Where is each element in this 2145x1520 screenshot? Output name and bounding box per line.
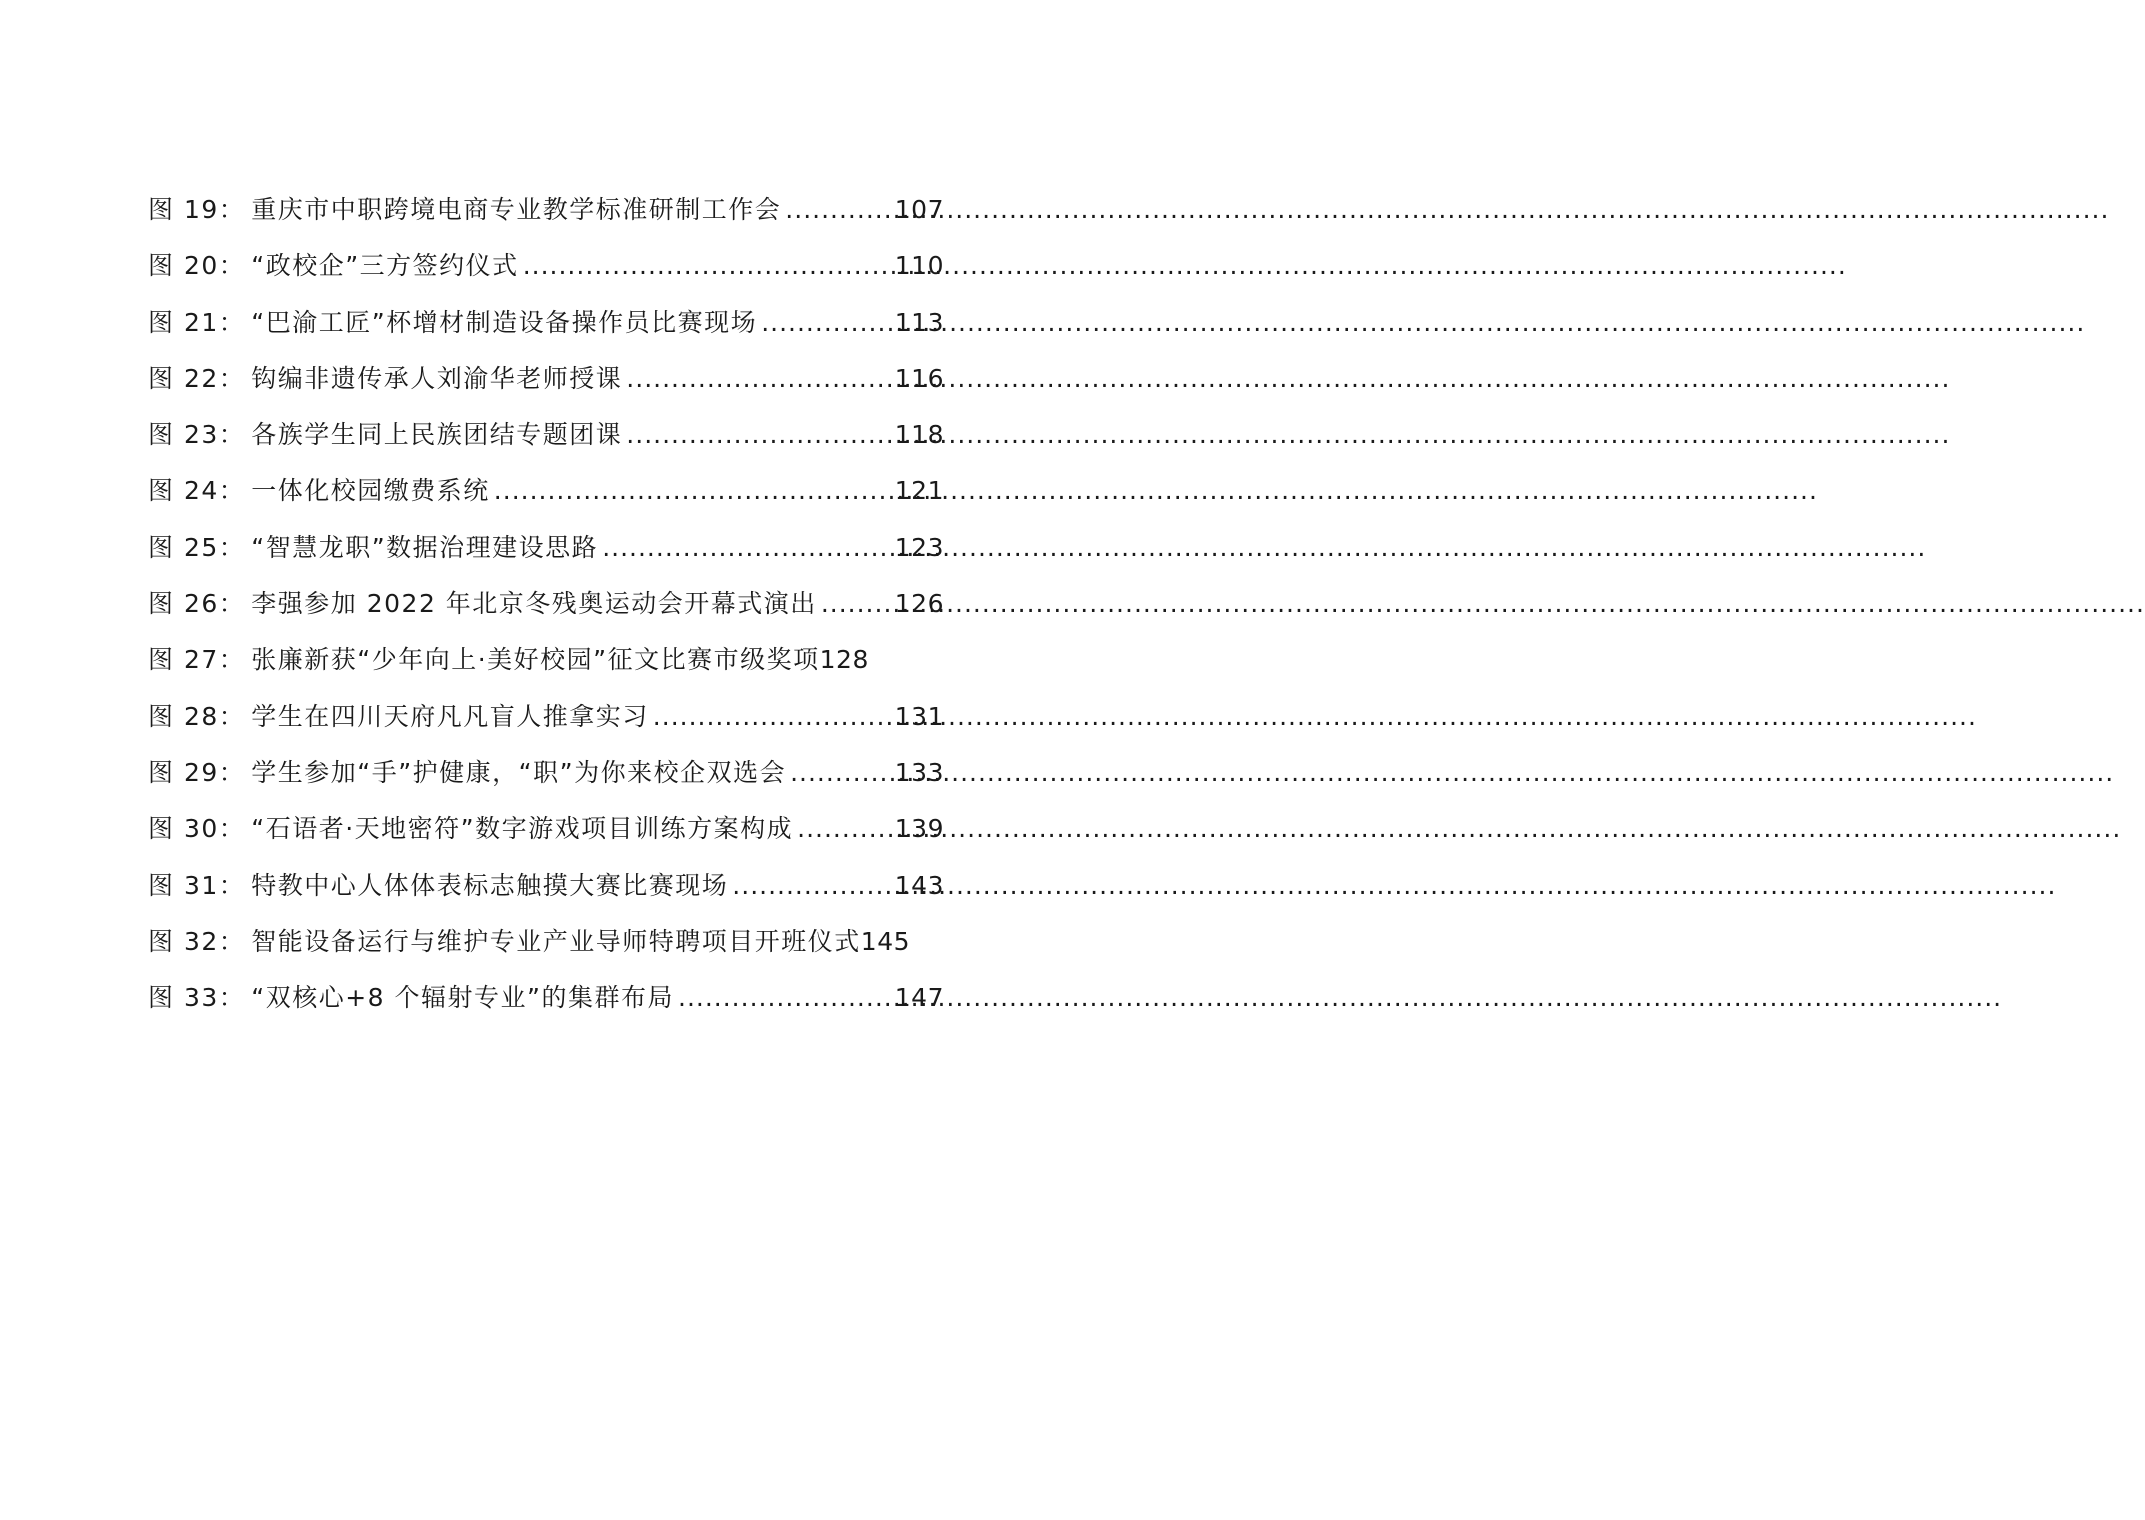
page-number: 145 xyxy=(860,926,911,956)
figure-caption: “政校企”三方签约仪式 xyxy=(251,251,519,281)
figure-caption: “巴渝工匠”杯增材制造设备操作员比赛现场 xyxy=(251,307,758,337)
page-number: 107 xyxy=(894,195,944,224)
colon: ： xyxy=(218,532,246,562)
page-number: 147 xyxy=(894,983,944,1013)
toc-entry[interactable] xyxy=(148,190,944,246)
figure-caption: 各族学生同上民族团结专题团课 xyxy=(251,420,623,450)
page-number: 131 xyxy=(894,701,944,731)
figure-caption: 特教中心人体体表标志触摸大赛比赛现场 xyxy=(251,870,729,900)
figure-label: 图 32 xyxy=(148,926,219,956)
toc-entry[interactable] xyxy=(148,584,944,640)
toc-entry[interactable] xyxy=(148,471,944,527)
toc-entry[interactable] xyxy=(148,978,944,1034)
toc-entry[interactable] xyxy=(148,753,944,809)
figure-caption: 学生在四川天府凡凡盲人推拿实习 xyxy=(251,701,649,731)
page-number: 143 xyxy=(894,870,944,900)
figure-caption: 智能设备运行与维护专业产业导师特聘项目开班仪式 xyxy=(251,926,861,956)
toc-entry[interactable] xyxy=(148,697,944,753)
figure-caption: “双核心+8 个辐射专业”的集群布局 xyxy=(251,983,674,1013)
colon: ： xyxy=(218,195,246,224)
figure-label: 图 26 xyxy=(148,589,219,619)
colon: ： xyxy=(218,363,246,393)
toc-entry[interactable] xyxy=(148,246,944,302)
colon: ： xyxy=(218,757,246,787)
toc-entry[interactable] xyxy=(148,415,944,471)
figure-label: 图 29 xyxy=(148,757,219,787)
dot-leader xyxy=(732,871,890,900)
figure-label: 图 28 xyxy=(148,701,219,731)
page-number: 110 xyxy=(894,251,944,281)
toc-entry[interactable] xyxy=(148,528,944,584)
colon: ： xyxy=(218,251,246,281)
colon: ： xyxy=(218,983,246,1013)
figure-caption: “智慧龙职”数据治理建设思路 xyxy=(251,532,599,562)
dot-leader xyxy=(790,758,891,787)
figure-caption: 张廉新获“少年向上·美好校园”征文比赛市级奖项 xyxy=(251,645,820,675)
figure-list xyxy=(148,190,944,1034)
dot-leader xyxy=(821,589,891,618)
colon: ： xyxy=(218,589,246,619)
dot-leader xyxy=(626,420,890,449)
toc-entry[interactable] xyxy=(148,922,944,978)
figure-label: 图 22 xyxy=(148,363,219,393)
dot-leader xyxy=(523,251,891,280)
figure-caption: 李强参加 2022 年北京冬残奥运动会开幕式演出 xyxy=(251,589,817,619)
figure-label: 图 30 xyxy=(148,814,219,844)
dot-leader xyxy=(797,814,891,843)
dot-leader xyxy=(785,195,890,224)
figure-caption: 重庆市中职跨境电商专业教学标准研制工作会 xyxy=(251,195,782,224)
colon: ： xyxy=(218,814,246,844)
page-number: 116 xyxy=(894,363,944,393)
colon: ： xyxy=(218,645,246,675)
figure-caption: 学生参加“手”护健康，“职”为你来校企双选会 xyxy=(251,757,787,787)
dot-leader xyxy=(678,983,891,1012)
figure-caption: 钩编非遗传承人刘渝华老师授课 xyxy=(251,363,623,393)
figure-label: 图 24 xyxy=(148,476,219,506)
page-number: 128 xyxy=(819,645,869,675)
figure-label: 图 27 xyxy=(148,645,219,675)
figure-label: 图 19 xyxy=(148,195,219,224)
figure-label: 图 25 xyxy=(148,532,219,562)
colon: ： xyxy=(218,870,246,900)
colon: ： xyxy=(218,701,246,731)
page-number: 121 xyxy=(894,476,944,506)
toc-entry[interactable] xyxy=(148,359,944,415)
dot-leader xyxy=(653,702,891,731)
colon: ： xyxy=(218,476,246,506)
colon: ： xyxy=(218,307,246,337)
figure-label: 图 31 xyxy=(148,870,219,900)
page-number: 118 xyxy=(894,420,944,450)
page-number: 139 xyxy=(894,814,944,844)
toc-entry[interactable] xyxy=(148,866,944,922)
dot-leader xyxy=(494,476,891,505)
page-number: 123 xyxy=(894,532,944,562)
page-number: 133 xyxy=(894,757,944,787)
dot-leader xyxy=(761,308,891,337)
figure-label: 图 20 xyxy=(148,251,219,281)
dot-leader xyxy=(626,364,890,393)
figure-caption: “石语者·天地密符”数字游戏项目训练方案构成 xyxy=(251,814,794,844)
colon: ： xyxy=(218,926,246,956)
toc-entry[interactable] xyxy=(148,303,944,359)
page-number: 126 xyxy=(894,589,944,619)
figure-caption: 一体化校园缴费系统 xyxy=(251,476,490,506)
page-number: 113 xyxy=(894,307,944,337)
colon: ： xyxy=(218,420,246,450)
toc-entry[interactable] xyxy=(148,809,944,865)
figure-label: 图 23 xyxy=(148,420,219,450)
dot-leader xyxy=(602,533,891,562)
figure-label: 图 33 xyxy=(148,983,219,1013)
figure-label: 图 21 xyxy=(148,307,219,337)
toc-entry[interactable] xyxy=(148,640,944,696)
